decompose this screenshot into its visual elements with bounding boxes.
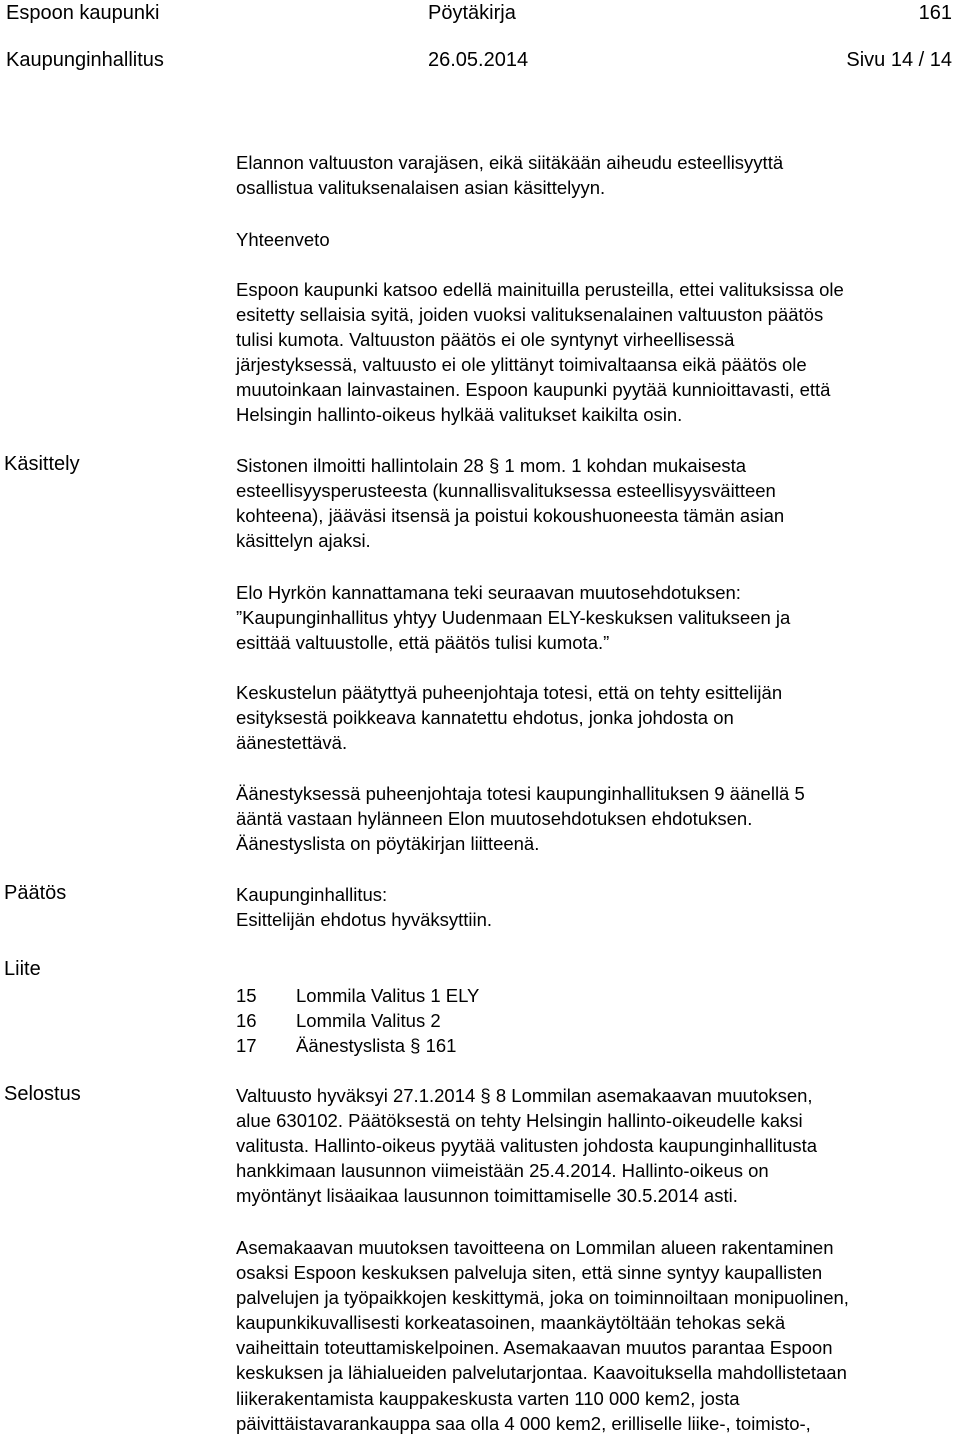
attachment-title: Äänestyslista § 161 [296, 1035, 457, 1057]
text-line: äänestettävä. [236, 732, 348, 754]
section-label-kasittely: Käsittely [4, 453, 80, 475]
attachment-number: 17 [236, 1035, 257, 1057]
section-label-paatos: Päätös [4, 882, 67, 904]
text-line: päivittäistavarankauppa saa olla 4 000 kem2, erilliselle liike-, toimisto-, [236, 1412, 811, 1434]
intro-paragraph [236, 150, 956, 200]
text-line: esitetty sellaisia syitä, joiden vuoksi valituksenalainen valtuuston päätös [236, 304, 824, 326]
page-header-row-1 [6, 2, 952, 28]
attachment-number: 15 [236, 985, 257, 1006]
text-line: keskuksen ja lähialueiden palvelutarjontaa. Kaavoituksella mahdollistetaan [236, 1362, 847, 1384]
selostus-paragraph-1 [236, 1083, 956, 1208]
attachment-title: Lommila Valitus 2 [296, 1010, 441, 1032]
text-line: esityksestä poikkeava kannatettu ehdotus, jonka johdosta on [236, 707, 734, 729]
header-body: Kaupunginhallitus [6, 49, 164, 71]
kasittely-paragraph-2 [236, 580, 956, 655]
attachment-item[interactable] [236, 1033, 479, 1058]
summary-heading-text: Yhteenveto [236, 229, 330, 250]
text-line: alue 630102. Päätöksestä on tehty Helsingin hallinto-oikeudelle kaksi [236, 1110, 803, 1132]
header-doc-type: Pöytäkirja [428, 2, 516, 24]
attachment-item[interactable] [236, 1008, 479, 1033]
header-date: 26.05.2014 [428, 49, 529, 71]
attachment-number: 16 [236, 1010, 257, 1032]
text-line: esteellisyysperusteesta (kunnallisvalituksessa esteellisyysväitteen [236, 480, 776, 502]
text-line: osallistua valituksenalaisen asian käsittelyyn. [236, 177, 606, 199]
attachment-title: Lommila Valitus 1 ELY [296, 985, 480, 1006]
section-label-selostus: Selostus [4, 1083, 81, 1105]
text-line: ääntä vastaan hylänneen Elon muutosehdotuksen ehdotuksen. [236, 808, 753, 830]
text-line: valitusta. Hallinto-oikeus pyytää valitusten johdosta kaupunginhallitusta [236, 1135, 818, 1157]
text-line: tulisi kumota. Valtuuston päätös ei ole syntynyt virheellisessä [236, 329, 735, 351]
attachment-list [236, 983, 479, 1058]
text-line: järjestyksessä, valtuusto ei ole ylittänyt toimivaltaansa eikä päätös ole [236, 354, 807, 376]
text-line: myöntänyt lisäaikaa lausunnon toimittamiselle 30.5.2014 asti. [236, 1185, 738, 1207]
paatos-paragraph [236, 882, 956, 932]
text-line: palvelujen ja työpaikkojen keskittymä, joka on toiminnoiltaan monipuolinen, [236, 1287, 849, 1309]
text-line: Espoon kaupunki katsoo edellä mainituilla perusteilla, ettei valituksissa ole [236, 279, 844, 300]
text-line: osaksi Espoon keskuksen palveluja siten, että sinne syntyy kaupallisten [236, 1262, 823, 1284]
text-line: kaupunkikuvallisesti korkeatasoinen, maankäytöltään tehokas sekä [236, 1312, 786, 1334]
text-line: esittää valtuustolle, että päätös tulisi kumota.” [236, 632, 610, 654]
text-line: hankkimaan lausunnon viimeistään 25.4.2014. Hallinto-oikeus on [236, 1160, 769, 1182]
text-line: muutoinkaan lainvastainen. Espoon kaupunki pyytää kunnioittavasti, että [236, 379, 831, 401]
text-line: Keskustelun päätyttyä puheenjohtaja totesi, että on tehty esittelijän [236, 682, 783, 703]
kasittely-paragraph-3 [236, 680, 956, 755]
text-line: käsittelyn ajaksi. [236, 530, 371, 552]
text-line: ”Kaupunginhallitus yhtyy Uudenmaan ELY-keskuksen valitukseen ja [236, 607, 791, 629]
text-line: Sistonen ilmoitti hallintolain 28 § 1 mom. 1 kohdan mukaisesta [236, 455, 747, 476]
summary-heading [236, 227, 956, 252]
header-page: Sivu 14 / 14 [846, 49, 952, 71]
text-line: liikerakentamista kauppakeskusta varten 110 000 kem2, josta [236, 1387, 740, 1409]
attachment-item[interactable] [236, 983, 479, 1008]
text-line: Elo Hyrkön kannattamana teki seuraavan muutosehdotuksen: [236, 582, 741, 603]
header-section-no: 161 [918, 2, 952, 24]
text-line: Kaupunginhallitus: [236, 884, 388, 905]
selostus-paragraph-2 [236, 1235, 956, 1436]
text-line: Valtuusto hyväksyi 27.1.2014 § 8 Lommilan asemakaavan muutoksen, [236, 1085, 813, 1106]
text-line: Elannon valtuuston varajäsen, eikä siitäkään aiheudu esteellisyyttä [236, 152, 784, 173]
text-line: Äänestyksessä puheenjohtaja totesi kaupunginhallituksen 9 äänellä 5 [236, 783, 805, 804]
text-line: vaiheittain toteuttamiskelpoinen. Asemakaavan muutos parantaa Espoon [236, 1337, 833, 1359]
text-line: Asemakaavan muutoksen tavoitteena on Lommilan alueen rakentaminen [236, 1237, 834, 1258]
text-line: Helsingin hallinto-oikeus hylkää valitukset kaikilta osin. [236, 404, 683, 426]
kasittely-paragraph-4 [236, 781, 956, 856]
text-line: kohteena), jääväsi itsensä ja poistui kokoushuoneesta tämän asian [236, 505, 785, 527]
section-label-liite: Liite [4, 958, 41, 980]
header-org: Espoon kaupunki [6, 2, 160, 24]
kasittely-paragraph-1 [236, 453, 956, 553]
text-line: Äänestyslista on pöytäkirjan liitteenä. [236, 833, 540, 855]
text-line: Esittelijän ehdotus hyväksyttiin. [236, 909, 493, 931]
summary-paragraph [236, 277, 956, 428]
page-header-row-2 [6, 49, 952, 75]
